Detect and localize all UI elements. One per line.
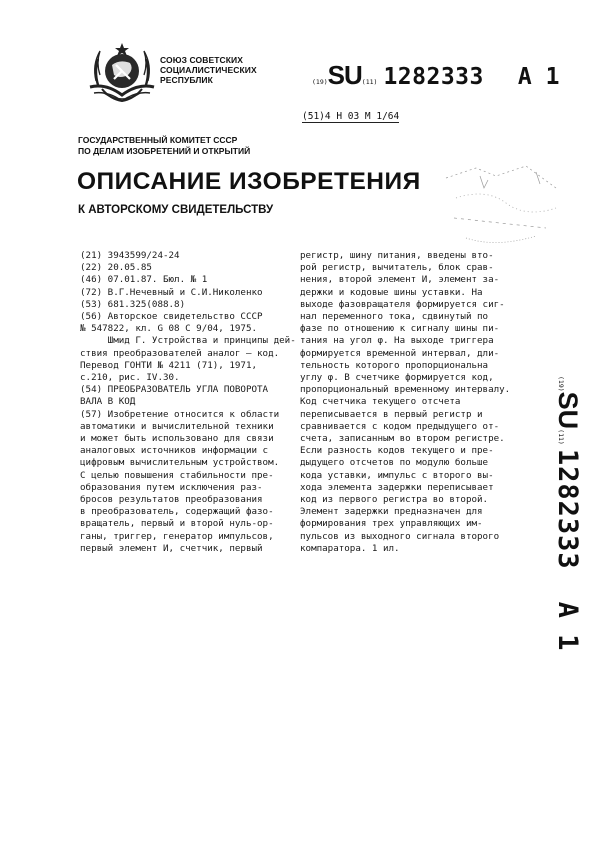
ipc-classification bbox=[302, 111, 399, 122]
patent-number: 1282333 bbox=[552, 448, 583, 570]
text-line: С целью повышения стабильности пре- bbox=[80, 469, 274, 481]
text-line: формирования трех управляющих им- bbox=[300, 518, 483, 530]
library-stamp-icon bbox=[436, 158, 566, 258]
text-line: с.210, рис. IV.30. bbox=[80, 372, 180, 384]
text-line: (21) 3943599/24-24 bbox=[80, 250, 180, 261]
text-line: нал переменного тока, сдвинутый по bbox=[300, 311, 489, 323]
country-code: (19) bbox=[312, 78, 328, 86]
text-line: хода элемента задержки переписывает bbox=[300, 481, 494, 493]
patent-kind: A 1 bbox=[552, 601, 583, 651]
text-line: и может быть использовано для связи bbox=[80, 433, 274, 445]
text-line: сравнивается с кодом предыдущего от- bbox=[300, 420, 500, 432]
committee-line: ПО ДЕЛАМ ИЗОБРЕТЕНИЙ И ОТКРЫТИЙ bbox=[78, 146, 251, 156]
text-line: бросов результатов преобразования bbox=[80, 494, 263, 506]
text-line: держки и кодовые шины уставки. На bbox=[300, 286, 483, 298]
vertical-patent-number bbox=[543, 376, 583, 706]
text-line: (22) 20.05.85 bbox=[80, 262, 152, 274]
text-line: Шмид Г. Устройства и принципы дей- bbox=[80, 335, 296, 347]
abstract-left-column bbox=[80, 250, 295, 555]
text-line: Если разность кодов текущего и пре- bbox=[300, 445, 494, 457]
ipc-code: (51)4 H 03 M 1/64 bbox=[302, 111, 400, 122]
document-title: ОПИСАНИЕ ИЗОБРЕТЕНИЯ bbox=[77, 168, 421, 195]
number-code: (11) bbox=[361, 78, 378, 86]
text-line: образования путем исключения раз- bbox=[80, 481, 263, 493]
text-line: дыдущего отсчетов по модулю больше bbox=[300, 457, 489, 469]
text-line: тания на угол φ. На выходе триггера bbox=[300, 335, 494, 347]
text-line: № 547822, кл. G 08 C 9/04, 1975. bbox=[80, 323, 258, 335]
patent-number-block bbox=[312, 60, 559, 94]
ussr-emblem-icon bbox=[86, 35, 158, 107]
text-line: цифровым вычислительным устройством. bbox=[80, 457, 280, 469]
text-line: ствия преобразователей аналог – код. bbox=[80, 347, 280, 359]
text-line: Код счетчика текущего отсчета bbox=[300, 396, 461, 408]
union-name-line: СОЮЗ СОВЕТСКИХ bbox=[160, 55, 244, 65]
text-line: переписывается в первый регистр и bbox=[300, 408, 483, 420]
text-line: фазе по отношению к сигналу шины пи- bbox=[300, 323, 500, 335]
patent-kind: A 1 bbox=[517, 64, 560, 90]
abstract-right-column bbox=[300, 250, 530, 555]
text-line: тельность которого пропорциональна bbox=[300, 359, 489, 371]
text-line: код из первого регистра во второй. bbox=[300, 494, 489, 506]
text-line: выходе фазовращателя формируется сиг- bbox=[300, 298, 505, 310]
text-line: пропорциональный временному интервалу. bbox=[300, 384, 511, 396]
text-line: формируется временной интервал, дли- bbox=[300, 347, 500, 359]
country: SU bbox=[553, 391, 583, 430]
number-code: (11) bbox=[557, 429, 565, 445]
patent-number: 1282333 bbox=[383, 64, 484, 90]
text-line: в преобразователь, содержащий фазо- bbox=[80, 506, 274, 518]
text-line: нения, второй элемент И, элемент за- bbox=[300, 274, 500, 286]
text-line: счета, записанным во втором регистре. bbox=[300, 433, 505, 445]
country-code: (19) bbox=[557, 376, 565, 392]
country: SU bbox=[327, 60, 362, 90]
text-line: (54) ПРЕОБРАЗОВАТЕЛЬ УГЛА ПОВОРОТА bbox=[80, 384, 269, 396]
union-name-line: СОЦИАЛИСТИЧЕСКИХ bbox=[160, 65, 257, 75]
union-name-line: РЕСПУБЛИК bbox=[160, 75, 213, 85]
text-line: (46) 07.01.87. Бюл. № 1 bbox=[80, 274, 208, 286]
text-line: пульсов из выходного сигнала второго bbox=[300, 530, 500, 542]
text-line: (57) Изобретение относится к области bbox=[80, 408, 280, 420]
text-line: первый элемент И, счетчик, первый bbox=[80, 542, 263, 554]
text-line: (56) Авторское свидетельство СССР bbox=[80, 311, 263, 323]
text-line: Элемент задержки предназначен для bbox=[300, 506, 483, 518]
text-line: ВАЛА В КОД bbox=[80, 396, 136, 408]
text-line: рой регистр, вычитатель, блок срав- bbox=[300, 262, 494, 274]
committee-line: ГОСУДАРСТВЕННЫЙ КОМИТЕТ СССР bbox=[78, 135, 238, 145]
text-line: (53) 681.325(088.8) bbox=[80, 298, 186, 310]
text-line: автоматики и вычислительной техники bbox=[80, 420, 274, 432]
text-line: аналоговых источников информации с bbox=[80, 445, 269, 457]
text-line: (72) В.Г.Нечевный и С.И.Николенко bbox=[80, 286, 263, 298]
text-line: компаратора. 1 ил. bbox=[300, 542, 400, 554]
text-line: вращатель, первый и второй нуль-ор- bbox=[80, 518, 274, 530]
committee-name bbox=[78, 135, 250, 157]
text-line: углу φ. В счетчике формируется код, bbox=[300, 372, 494, 384]
union-name bbox=[160, 55, 257, 85]
text-line: Перевод ГОНТИ № 4211 (71), 1971, bbox=[80, 359, 258, 371]
document-subtitle: К АВТОРСКОМУ СВИДЕТЕЛЬСТВУ bbox=[78, 204, 274, 216]
text-line: ганы, триггер, генератор импульсов, bbox=[80, 530, 274, 542]
text-line: кода уставки, импульс с второго вы- bbox=[300, 469, 494, 481]
text-line: регистр, шину питания, введены вто- bbox=[300, 250, 494, 261]
